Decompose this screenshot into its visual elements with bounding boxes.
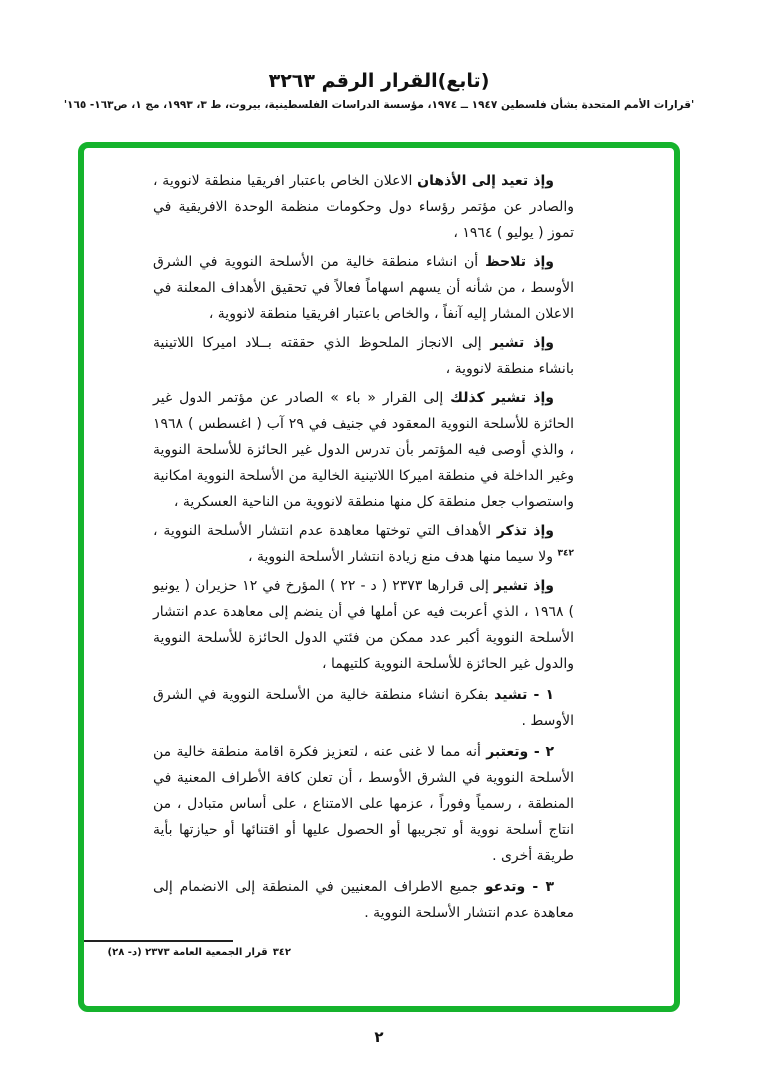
footnote-separator bbox=[78, 940, 233, 942]
footnote-number: ٣٤٢ bbox=[272, 947, 291, 958]
page-number: ٢ bbox=[374, 1028, 384, 1046]
source-citation: 'قرارات الأمم المتحدة بشأن فلسطين ١٩٤٧ ــ ١٩٧٤، مؤسسة الدراسات الفلسطينية، بيروت، ط ٣، ١٩٩٣، مج ١، ص١٦٣- ١٦٥' bbox=[63, 99, 695, 111]
paragraph-preamble-5 bbox=[153, 518, 574, 570]
paragraph-lead: ١ - تشيد bbox=[494, 687, 554, 703]
paragraph-body: إلى الانجاز الملحوظ الذي حققته بــلاد اميركا اللاتينية بانشاء منطقة لانووية ، bbox=[153, 335, 574, 377]
paragraph-body: إلى القرار « باء » الصادر عن مؤتمر الدول غير الحائزة للأسلحة النووية المعقود في جنيف في ٢٩ آب ( اغسطس ) ١٩٦٨ ، والذي أوصى فيه المؤتمر بأن تدرس الدول غير الحائزة للأسلحة النووية وغير الداخلة في منطقة اميركا اللاتينية الخالية من الأسلحة النووية امكانية واستصواب جعل منطقة كل منها منطقة لانووية من الناحية العسكرية ، bbox=[153, 390, 574, 510]
paragraph-lead: ٢ - وتعتبر bbox=[486, 744, 555, 760]
paragraph-operative-3 bbox=[153, 874, 574, 926]
paragraph-body: أنه مما لا غنى عنه ، لتعزيز فكرة اقامة منطقة خالية من الأسلحة النووية في الشرق الأوسط ، أن تعلن كافة الأطراف المعنية في المنطقة ، رسمياً وفوراً ، عزمها على الامتناع ، على أساس متبادل ، من انتاج أسلحة نووية أو تجريبها أو الحصول عليها أو اقتنائها أو حيازتها بأية طريقة أخرى . bbox=[153, 744, 574, 864]
paragraph-preamble-1 bbox=[153, 168, 574, 246]
paragraph-preamble-2 bbox=[153, 249, 574, 327]
paragraph-preamble-4 bbox=[153, 385, 574, 515]
paragraph-body: ولا سيما منها هدف منع زيادة انتشار الأسلحة النووية ، bbox=[247, 549, 558, 565]
footnote bbox=[78, 940, 291, 958]
paragraph-lead: وإذ تشير bbox=[493, 578, 554, 594]
paragraph-body: بفكرة انشاء منطقة خالية من الأسلحة النووية في الشرق الأوسط . bbox=[153, 687, 574, 729]
paragraph-lead: وإذ تشير كذلك bbox=[450, 390, 554, 406]
paragraph-preamble-3 bbox=[153, 330, 574, 382]
footnote-text bbox=[78, 947, 291, 958]
page-title: (تابع)القرار الرقم ٣٢٦٣ bbox=[268, 70, 490, 92]
paragraph-lead: وإذ تشير bbox=[490, 335, 554, 351]
resolution-text bbox=[153, 168, 574, 926]
paragraph-body: أن انشاء منطقة خالية من الأسلحة النووية في الشرق الأوسط ، من شأنه أن يسهم اسهاماً فعالاً في تحقيق الأهداف المعلنة في الاعلان المشار إليه آنفاً ، والخاص باعتبار افريقيا منطقة لانووية ، bbox=[153, 254, 574, 322]
paragraph-operative-1 bbox=[153, 682, 574, 734]
footnote-body: قرار الجمعية العامة ٢٣٧٣ (د- ٢٨) bbox=[107, 947, 268, 958]
paragraph-preamble-6 bbox=[153, 573, 574, 677]
paragraph-body: الاعلان الخاص باعتبار افريقيا منطقة لانووية ، والصادر عن مؤتمر رؤساء دول وحكومات منظمة الوحدة الافريقية في تموز ( يوليو ) ١٩٦٤ ، bbox=[153, 173, 574, 241]
paragraph-body: جميع الاطراف المعنيين في المنطقة إلى الانضمام إلى معاهدة عدم انتشار الأسلحة النووية . bbox=[153, 879, 574, 921]
paragraph-lead: ٣ - وتدعو bbox=[484, 879, 555, 895]
paragraph-body: الأهداف التي توختها معاهدة عدم انتشار الأسلحة النووية ، bbox=[153, 523, 497, 539]
paragraph-lead: وإذ تذكر bbox=[496, 523, 554, 539]
paragraph-lead: وإذ تلاحظ bbox=[485, 254, 554, 270]
paragraph-operative-2 bbox=[153, 739, 574, 869]
paragraph-lead: وإذ تعيد إلى الأذهان bbox=[417, 173, 554, 189]
paragraph-body: إلى قرارها ٢٣٧٣ ( د - ٢٢ ) المؤرخ في ١٢ حزيران ( يونيو ) ١٩٦٨ ، الذي أعربت فيه عن أملها في أن ينضم إلى معاهدة عدم انتشار الأسلحة النووية أكبر عدد ممكن من فئتي الدول الحائزة للأسلحة النووية والدول غير الحائزة للأسلحة النووية كلتيهما ، bbox=[153, 578, 574, 672]
footnote-reference: ٣٤٢ bbox=[557, 548, 574, 559]
green-border-frame bbox=[78, 142, 680, 1012]
